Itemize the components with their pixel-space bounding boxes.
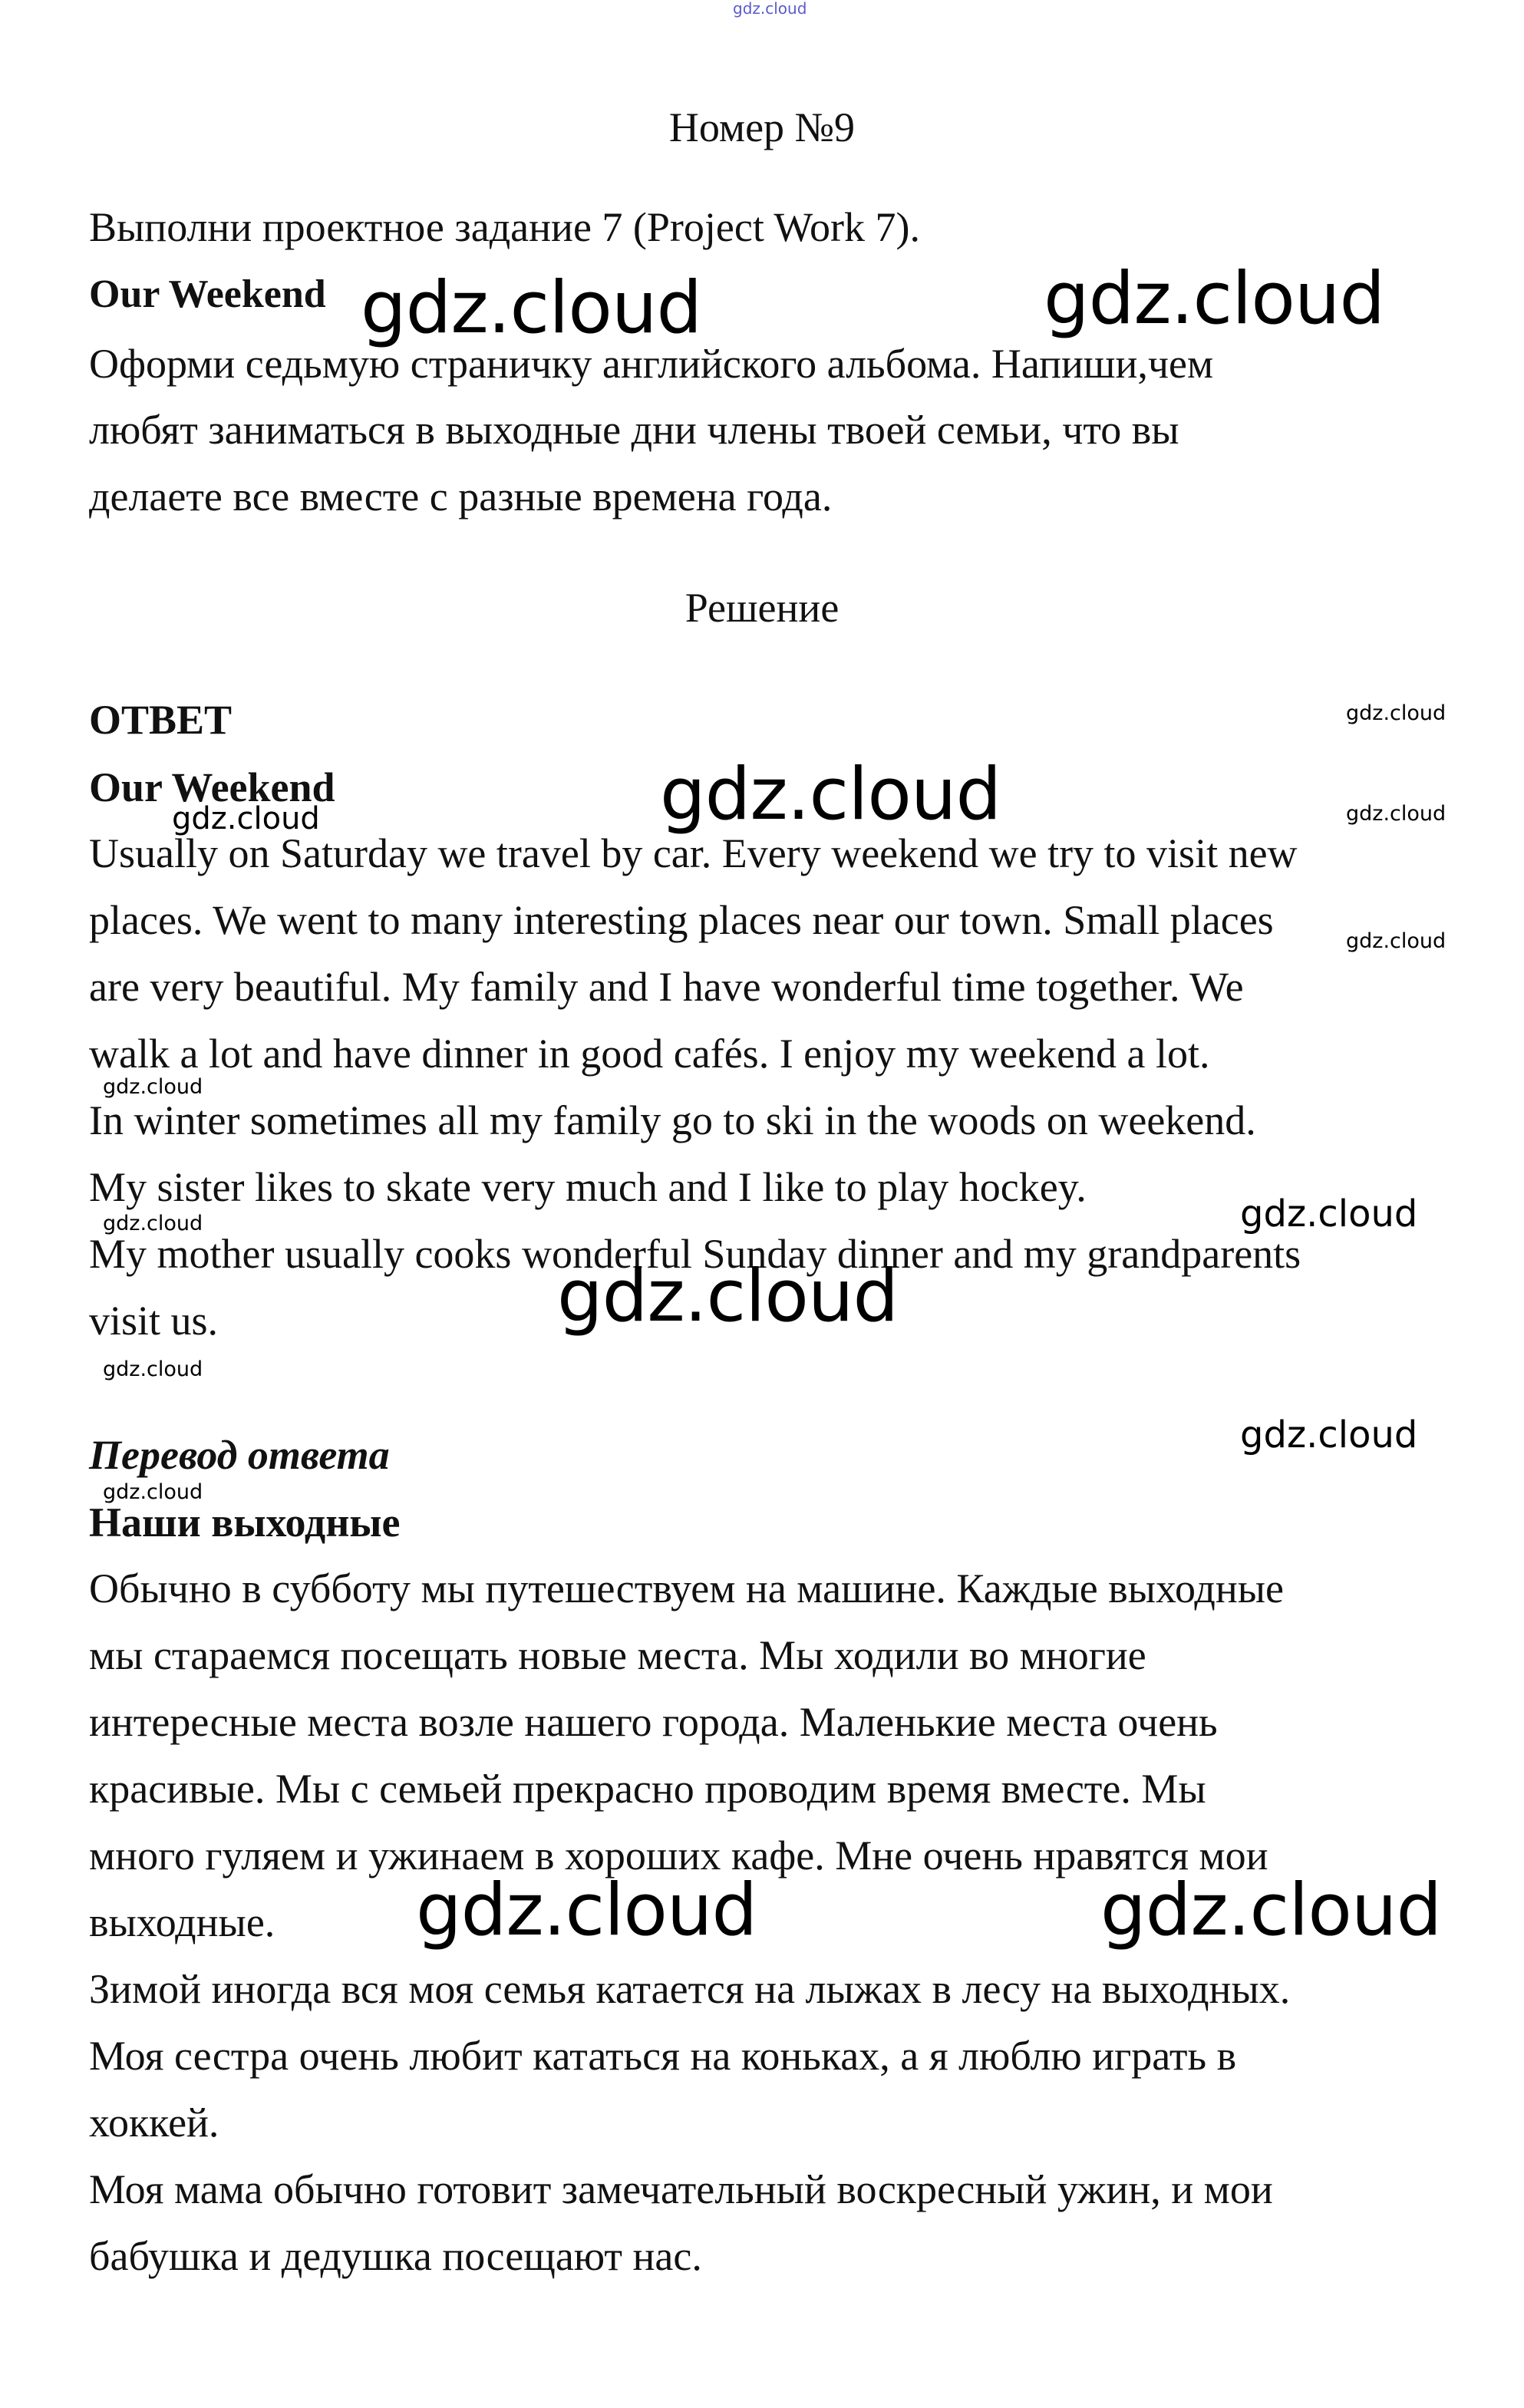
watermark: gdz.cloud bbox=[103, 1357, 203, 1381]
answer-text-line: places. We went to many interesting places near our town. Small places bbox=[89, 897, 1274, 943]
translation-text-line: выходные. bbox=[89, 1899, 275, 1945]
answer-text-line: are very beautiful. My family and I have wonderful time together. We bbox=[89, 964, 1244, 1010]
watermark: gdz.cloud bbox=[103, 1212, 203, 1235]
watermark: gdz.cloud bbox=[416, 1869, 757, 1952]
answer-text-line: My mother usually cooks wonderful Sunday dinner and my grandparents bbox=[89, 1231, 1301, 1277]
watermark: gdz.cloud bbox=[733, 0, 807, 18]
watermark: gdz.cloud bbox=[361, 266, 702, 350]
translation-text-line: хоккей. bbox=[89, 2100, 219, 2146]
translation-text-line: интересные места возле нашего города. Маленькие места очень bbox=[89, 1699, 1218, 1745]
solution-label: Решение bbox=[684, 585, 840, 631]
watermark: gdz.cloud bbox=[1044, 257, 1385, 341]
answer-text-line: visit us. bbox=[89, 1298, 219, 1344]
translation-text-line: бабушка и дедушка посещают нас. bbox=[89, 2233, 702, 2279]
task-heading: Our Weekend bbox=[89, 272, 326, 316]
watermark: gdz.cloud bbox=[103, 1480, 203, 1504]
translation-text-line: красивые. Мы с семьей прекрасно проводим время вместе. Мы bbox=[89, 1766, 1206, 1812]
watermark: gdz.cloud bbox=[1346, 701, 1446, 725]
answer-heading: Our Weekend bbox=[89, 764, 335, 810]
task-line: Выполни проектное задание 7 (Project Work 7). bbox=[89, 204, 920, 250]
translation-text-line: Моя мама обычно готовит замечательный воскресный ужин, и мои bbox=[89, 2166, 1273, 2212]
watermark: gdz.cloud bbox=[1346, 802, 1446, 826]
watermark: gdz.cloud bbox=[660, 753, 1001, 836]
answer-label: ОТВЕТ bbox=[89, 697, 233, 743]
watermark: gdz.cloud bbox=[1100, 1869, 1442, 1952]
translation-text-line: Обычно в субботу мы путешествуем на машине. Каждые выходные bbox=[89, 1565, 1285, 1611]
task-text-line: любят заниматься в выходные дни члены твоей семьи, что вы bbox=[89, 407, 1179, 453]
answer-text-line: My sister likes to skate very much and I like to play hockey. bbox=[89, 1164, 1087, 1210]
task-text-line: делаете все вместе с разные времена года. bbox=[89, 473, 833, 520]
watermark: gdz.cloud bbox=[1240, 1413, 1418, 1456]
task-number-title: Номер №9 bbox=[668, 104, 856, 150]
watermark: gdz.cloud bbox=[103, 1075, 203, 1099]
translation-heading: Наши выходные bbox=[89, 1499, 401, 1545]
answer-text-line: Usually on Saturday we travel by car. Every weekend we try to visit new bbox=[89, 830, 1298, 876]
watermark: gdz.cloud bbox=[172, 801, 320, 836]
translation-label: Перевод ответа bbox=[89, 1432, 390, 1478]
translation-text-line: много гуляем и ужинаем в хороших кафе. Мне очень нравятся мои bbox=[89, 1832, 1268, 1879]
translation-text-line: Зимой иногда вся моя семья катается на лыжах в лесу на выходных. bbox=[89, 1966, 1291, 2012]
translation-text-line: мы стараемся посещать новые места. Мы ходили во многие bbox=[89, 1632, 1146, 1678]
answer-text-line: walk a lot and have dinner in good cafés. I enjoy my weekend a lot. bbox=[89, 1031, 1210, 1077]
watermark: gdz.cloud bbox=[1346, 929, 1446, 953]
task-text-line: Оформи седьмую страничку английского альбома. Напиши,чем bbox=[89, 341, 1214, 387]
watermark: gdz.cloud bbox=[557, 1255, 899, 1338]
watermark: gdz.cloud bbox=[1240, 1192, 1418, 1235]
answer-text-line: In winter sometimes all my family go to ski in the woods on weekend. bbox=[89, 1097, 1256, 1143]
translation-text-line: Моя сестра очень любит кататься на коньках, а я люблю играть в bbox=[89, 2033, 1237, 2079]
